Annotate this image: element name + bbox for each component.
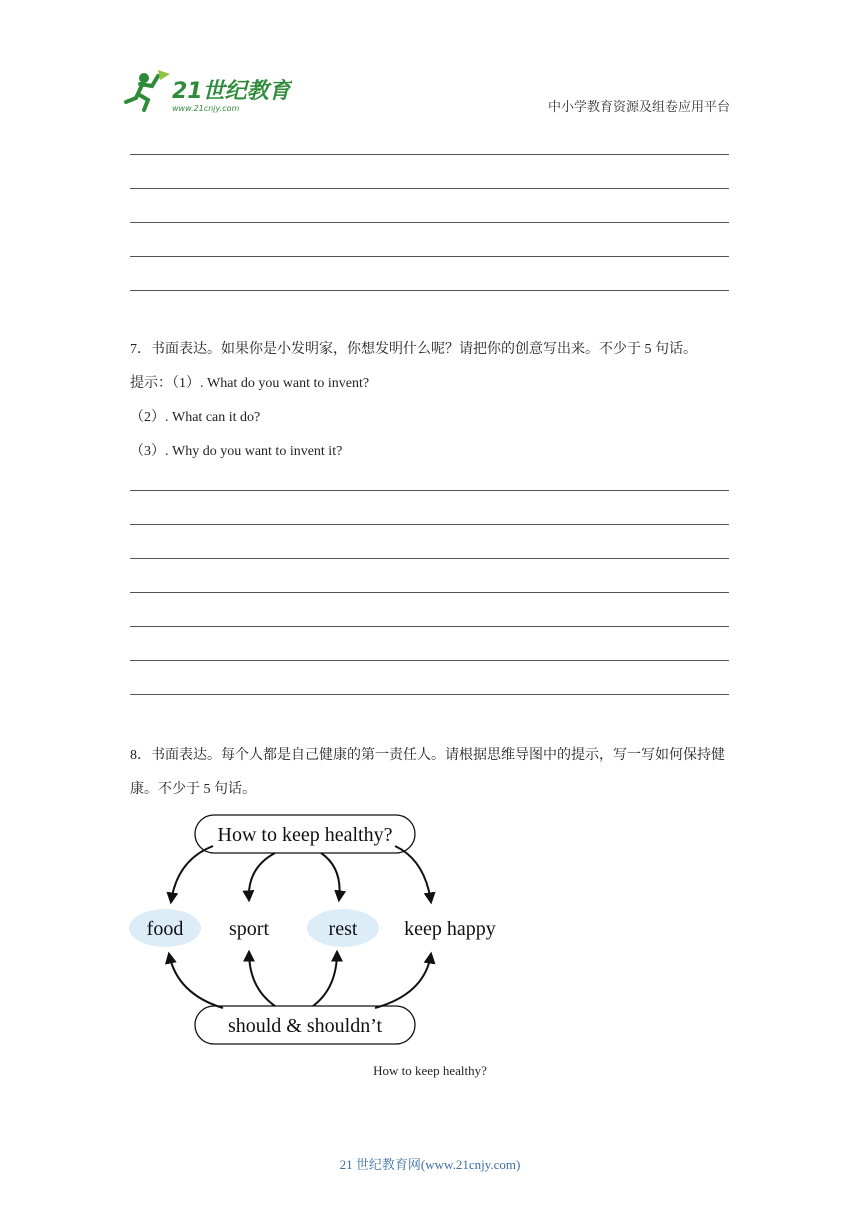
answer-line[interactable] <box>130 626 729 627</box>
answer-line[interactable] <box>130 188 729 189</box>
runner-icon <box>126 70 170 110</box>
answer-line[interactable] <box>130 222 729 223</box>
logo-subtext: www.21cnjy.com <box>172 104 240 113</box>
q7-hint-2: （2）. What can it do? <box>130 410 261 425</box>
q7-hint-3: （3）. Why do you want to invent it? <box>130 444 343 459</box>
answer-line[interactable] <box>130 592 729 593</box>
q7-prompt: 7．书面表达。如果你是小发明家，你想发明什么呢？请把你的创意写出来。不少于 5 句话。 <box>130 342 697 357</box>
arrow-bottom-sport <box>249 952 275 1006</box>
answer-line[interactable] <box>130 660 729 661</box>
top-node-label: How to keep healthy? <box>217 824 393 846</box>
answer-line[interactable] <box>130 490 729 491</box>
logo-text: 21世纪教育 <box>172 79 291 104</box>
answer-line[interactable] <box>130 558 729 559</box>
answer-line[interactable] <box>130 256 729 257</box>
item-keep-happy: keep happy <box>404 918 496 940</box>
page-footer[interactable]: 21 世纪教育网(www.21cnjy.com) <box>339 1157 521 1172</box>
answer-line[interactable] <box>130 290 729 291</box>
answer-line[interactable] <box>130 154 729 155</box>
answer-line[interactable] <box>130 694 729 695</box>
arrow-top-rest <box>321 853 340 900</box>
site-logo <box>122 68 292 116</box>
arrow-bottom-rest <box>313 952 337 1006</box>
answer-line[interactable] <box>130 524 729 525</box>
arrow-bottom-food <box>169 954 223 1008</box>
arrow-top-keep-happy <box>395 846 431 902</box>
q7-hint-1: 提示：（1）. What do you want to invent? <box>130 376 370 391</box>
figure-caption: How to keep healthy? <box>373 1063 487 1078</box>
bottom-node-label: should & shouldn’t <box>227 1015 383 1037</box>
platform-title: 中小学教育资源及组卷应用平台 <box>547 99 730 114</box>
mind-map-diagram <box>125 810 515 1050</box>
item-food: food <box>146 918 184 940</box>
arrow-top-sport <box>249 853 275 900</box>
arrow-top-food <box>171 846 213 902</box>
item-rest: rest <box>328 918 358 940</box>
q8-prompt: 8．书面表达。每个人都是自己健康的第一责任人。请根据思维导图中的提示，写一写如何保持健康。不少于 5 句话。 <box>130 748 725 797</box>
arrow-bottom-keep-happy <box>375 954 431 1008</box>
item-sport: sport <box>229 918 269 940</box>
